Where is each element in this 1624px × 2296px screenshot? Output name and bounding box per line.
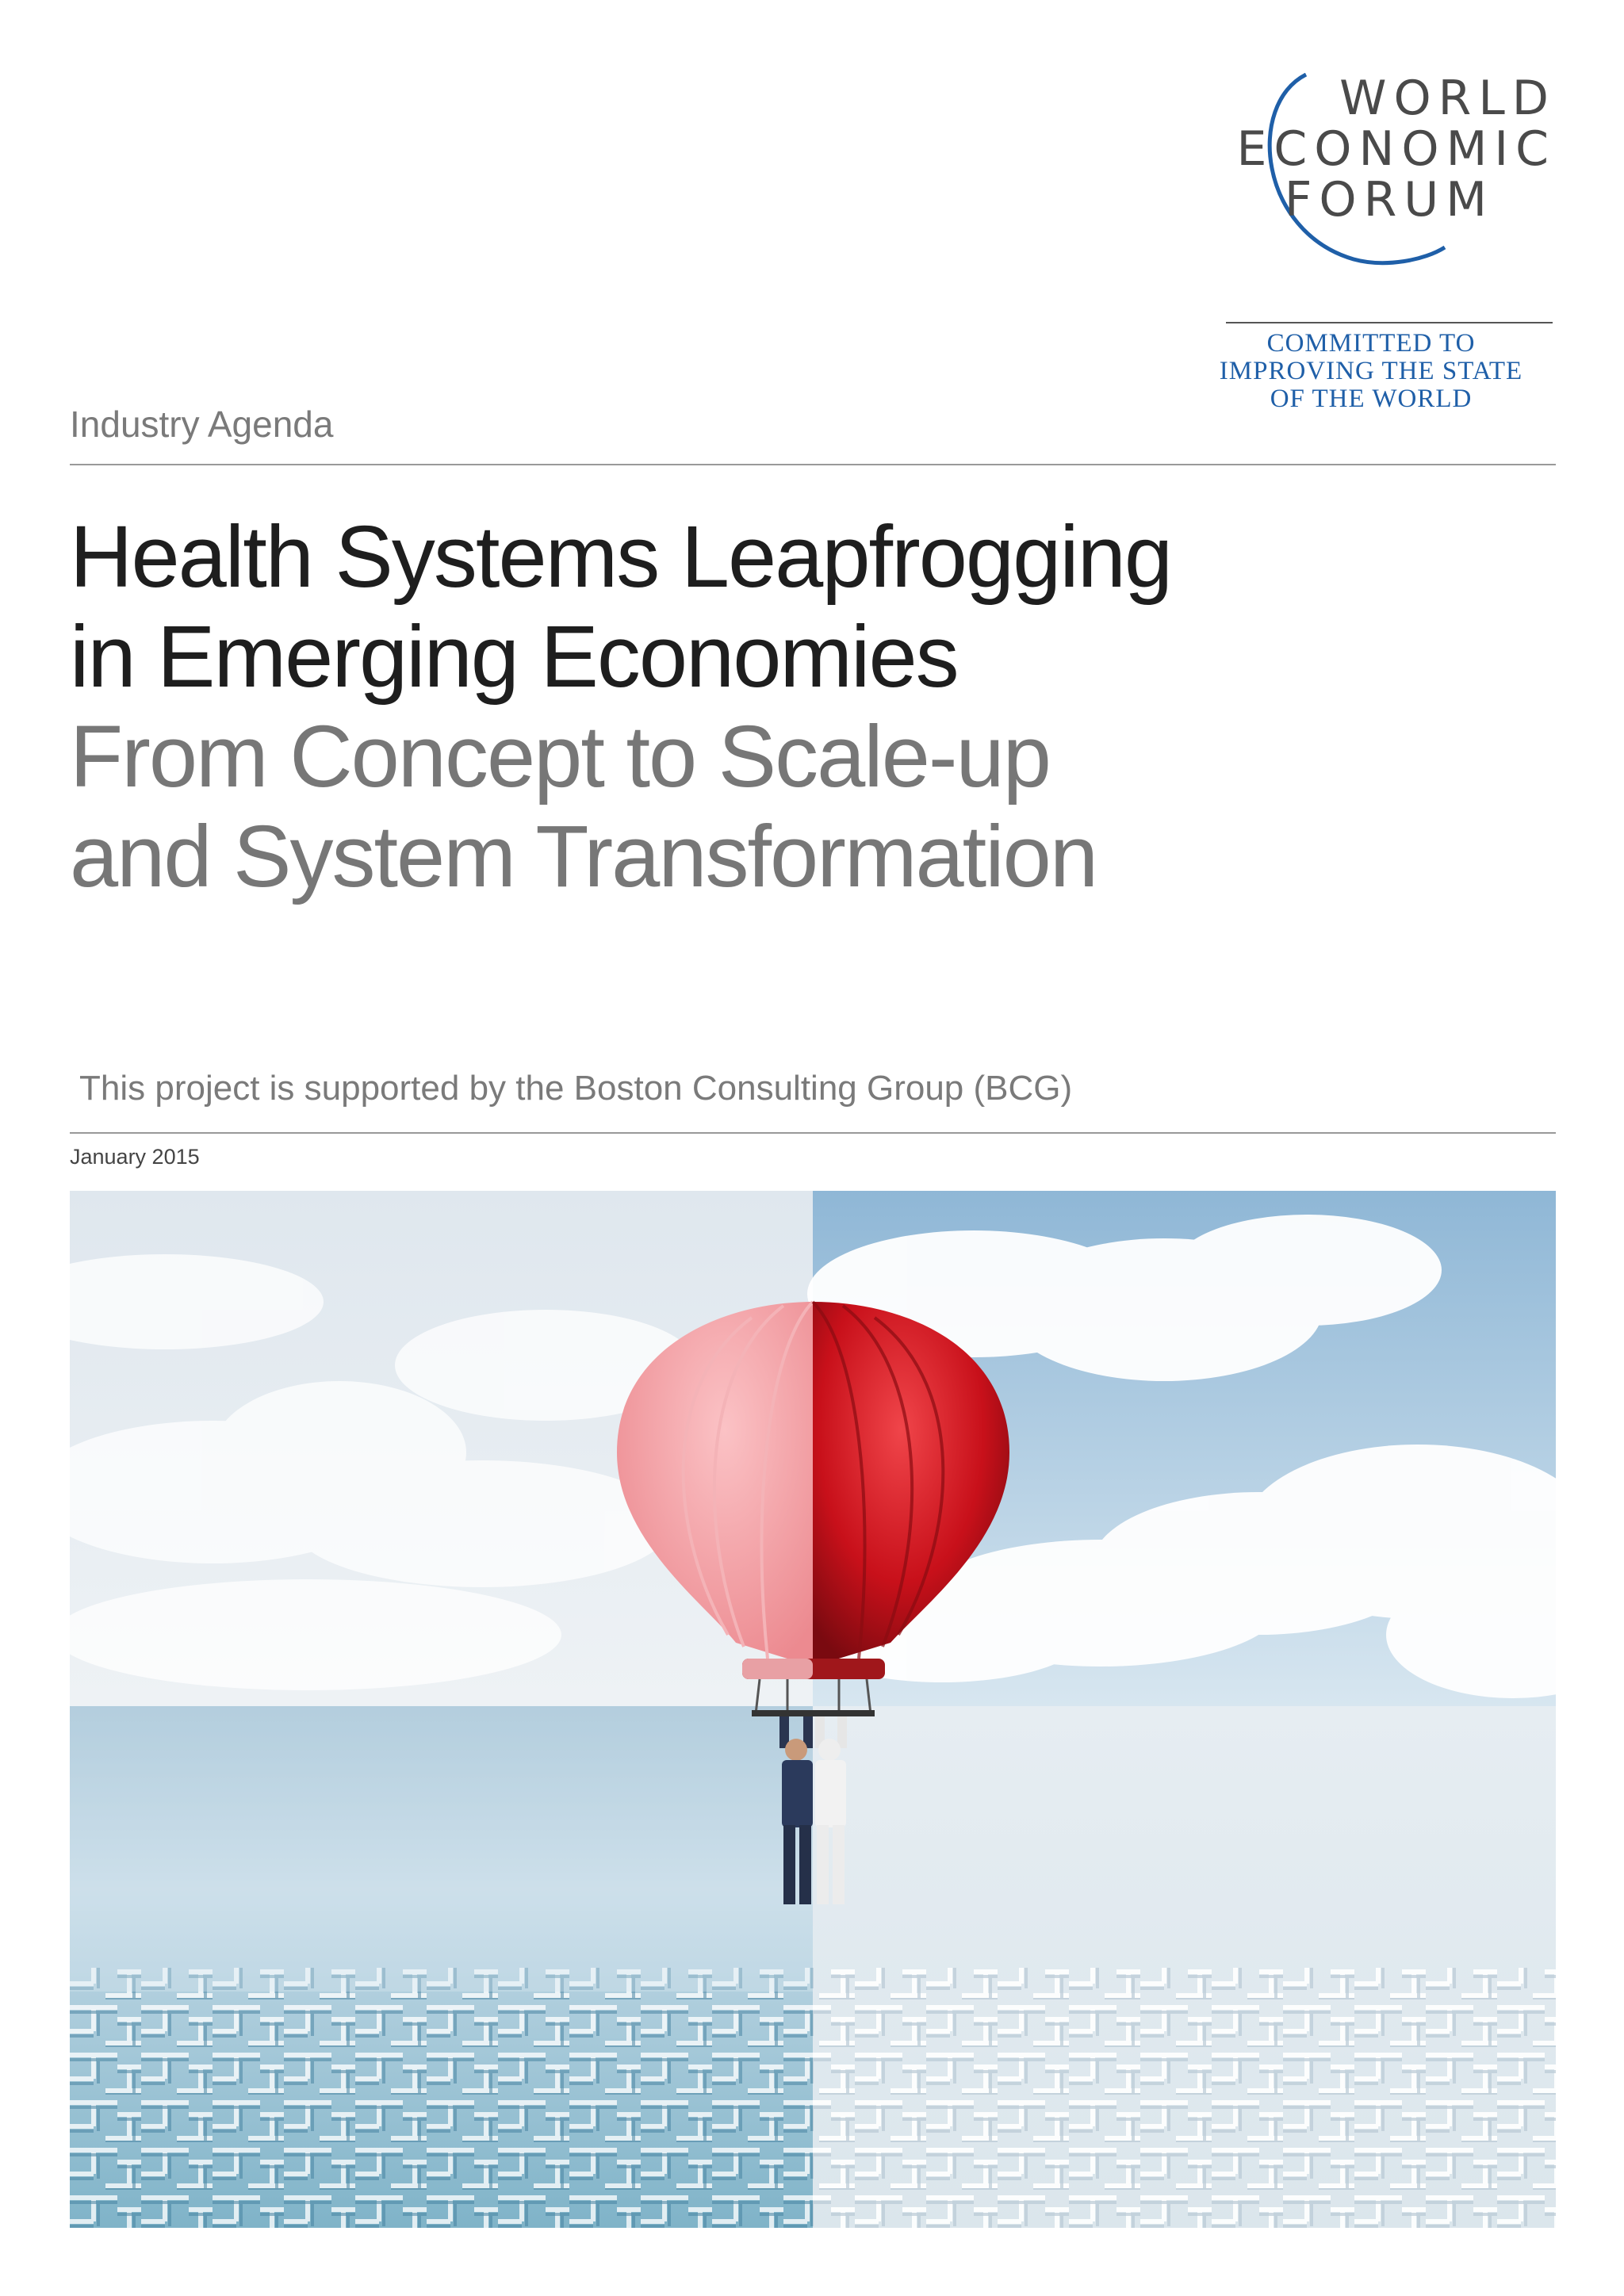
publication-date: January 2015 xyxy=(70,1145,200,1169)
logo-text-forum: FORUM xyxy=(1284,172,1494,228)
wef-logo xyxy=(1215,73,1556,279)
subtitle-line-1: From Concept to Scale-up xyxy=(70,708,1050,806)
logo-tagline xyxy=(1189,330,1553,413)
support-divider xyxy=(70,1132,1556,1134)
support-statement: This project is supported by the Boston Consulting Group (BCG) xyxy=(79,1069,1073,1108)
tagline-line-3: OF THE WORLD xyxy=(1270,385,1473,413)
series-label: Industry Agenda xyxy=(70,404,334,445)
cover-illustration xyxy=(70,1191,1556,2228)
tagline-line-1: COMMITTED TO xyxy=(1266,329,1476,358)
title-line-2: in Emerging Economies xyxy=(70,608,958,706)
header-divider xyxy=(70,464,1556,465)
title-line-1: Health Systems Leapfrogging xyxy=(70,508,1172,606)
document-title xyxy=(70,507,1418,907)
tagline-divider xyxy=(1226,322,1553,323)
subtitle-line-2: and System Transformation xyxy=(70,808,1097,905)
logo-text-economic: ECONOMIC xyxy=(1236,121,1556,177)
logo-text-world: WORLD xyxy=(1339,71,1556,126)
cover-image xyxy=(70,1191,1556,2228)
tagline-line-2: IMPROVING THE STATE xyxy=(1219,357,1523,385)
